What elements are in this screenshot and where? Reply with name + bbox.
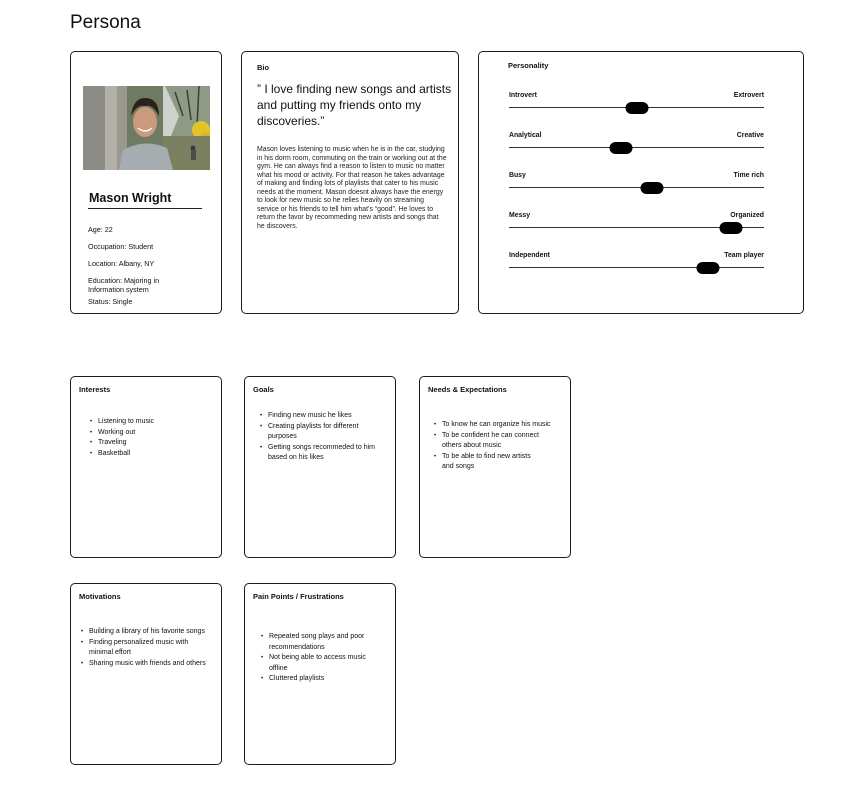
list-item (79, 659, 221, 670)
trait-right-label: Extrovert (733, 92, 764, 99)
list-item-line: • Not being able to access music (269, 654, 366, 661)
list-item (258, 422, 393, 443)
trait-right-label: Time rich (733, 172, 764, 179)
list-item-line: Cluttered playlists (269, 675, 325, 682)
trait-left-label: Introvert (509, 92, 537, 99)
trait-slider (509, 252, 764, 272)
list-item (432, 431, 570, 452)
age-text: Age: 22 (88, 225, 113, 234)
trait-slider (509, 132, 764, 152)
list-item-line: others about music (442, 442, 502, 449)
persona-name: Mason Wright (89, 191, 172, 205)
trait-left-label: Messy (509, 212, 531, 219)
pain-points-card (244, 583, 396, 765)
list-item-line: purposes (268, 433, 297, 440)
interests-title: Interests (79, 385, 111, 394)
trait-left-label: Independent (509, 252, 550, 259)
list-item (258, 443, 393, 464)
trait-right-label: Team player (724, 252, 764, 259)
list-item-line: minimal effort (89, 649, 131, 656)
trait-track (509, 147, 764, 148)
profile-card (70, 51, 222, 314)
trait-left-label: Analytical (509, 132, 542, 139)
trait-slider (509, 92, 764, 112)
trait-track (509, 187, 764, 188)
location-text: Location: Albany, NY (88, 259, 155, 268)
occupation-text: Occupation: Student (88, 242, 154, 251)
list-item-line: • Getting songs recommeded to him (268, 443, 375, 451)
trait-knob (696, 262, 719, 274)
list-item: • Listening to music (88, 417, 218, 428)
list-item: • Working out (88, 428, 218, 439)
list-item-line: • To be confident he can connect (442, 431, 539, 439)
goals-title: Goals (253, 385, 274, 394)
list-item-line: offline (269, 664, 288, 672)
list-item-line: based on his likes (268, 454, 324, 461)
trait-left-label: Busy (509, 172, 526, 179)
trait-track (509, 267, 764, 268)
motivations-title: Motivations (79, 592, 121, 601)
list-item-line: Finding new music he likes (268, 412, 352, 419)
list-item (258, 411, 393, 422)
bio-title: Bio (257, 63, 270, 72)
list-item-line: Building a library of his favorite songs (89, 628, 205, 635)
list-item-line: To know he can organize his music (442, 421, 551, 428)
list-item: • Traveling (88, 438, 218, 449)
personality-card (478, 51, 804, 314)
list-item-line: and songs (442, 463, 475, 470)
list-item (259, 674, 394, 685)
status-text: Status: Single (88, 297, 133, 306)
trait-slider (509, 212, 764, 232)
list-item: • Basketball (88, 449, 218, 460)
goals-card (244, 376, 396, 558)
trait-knob (719, 222, 742, 234)
page-title: Persona (70, 12, 141, 33)
list-item-line: recommendations (269, 643, 325, 651)
personality-title: Personality (508, 61, 549, 70)
list-item-line: Sharing music with friends and others (89, 659, 206, 667)
trait-knob (640, 182, 663, 194)
list-item (259, 653, 394, 674)
list-item-line: • Creating playlists for different (268, 422, 359, 430)
trait-knob (610, 142, 633, 154)
trait-slider (509, 172, 764, 192)
pain-points-title: Pain Points / Frustrations (253, 592, 344, 601)
education-text: Education: Majoring in Information system (88, 276, 160, 294)
bio-body: Mason loves listening to music when he is in the car, studying in his dorm room, commuting on the train or working out at the gym. He can always find a reason to listen to music no matter what his mood or activity. For that reason he takes advantage of making and finding lots of playlists that cater to his music needs at the moment. Mason doesnt always have the energy to look for new music so he relies heavily on streaming service or his friends to tell him what’s “good”. He loves to return the favor by recommeding new artists and songs that he discovers. (257, 146, 447, 230)
trait-right-label: Organized (730, 212, 764, 219)
list-item-line: • Repeated song plays and poor (269, 633, 365, 640)
name-divider (88, 208, 202, 209)
list-item (79, 627, 221, 638)
profile-photo (83, 86, 210, 170)
list-item (432, 452, 570, 473)
bio-card (241, 51, 459, 314)
list-item-line: • To be able to find new artists (442, 452, 531, 460)
list-item (79, 638, 221, 659)
list-item (259, 632, 394, 653)
motivations-card (70, 583, 222, 765)
interests-card (70, 376, 222, 558)
bio-quote: ” I love finding new songs and artists and putting my friends onto my discoveries.” (257, 82, 452, 128)
trait-knob (625, 102, 648, 114)
needs-title: Needs & Expectations (428, 385, 507, 394)
list-item (432, 420, 570, 431)
needs-card (419, 376, 571, 558)
list-item-line: • Finding personalized music with (89, 638, 189, 646)
trait-right-label: Creative (736, 132, 764, 139)
